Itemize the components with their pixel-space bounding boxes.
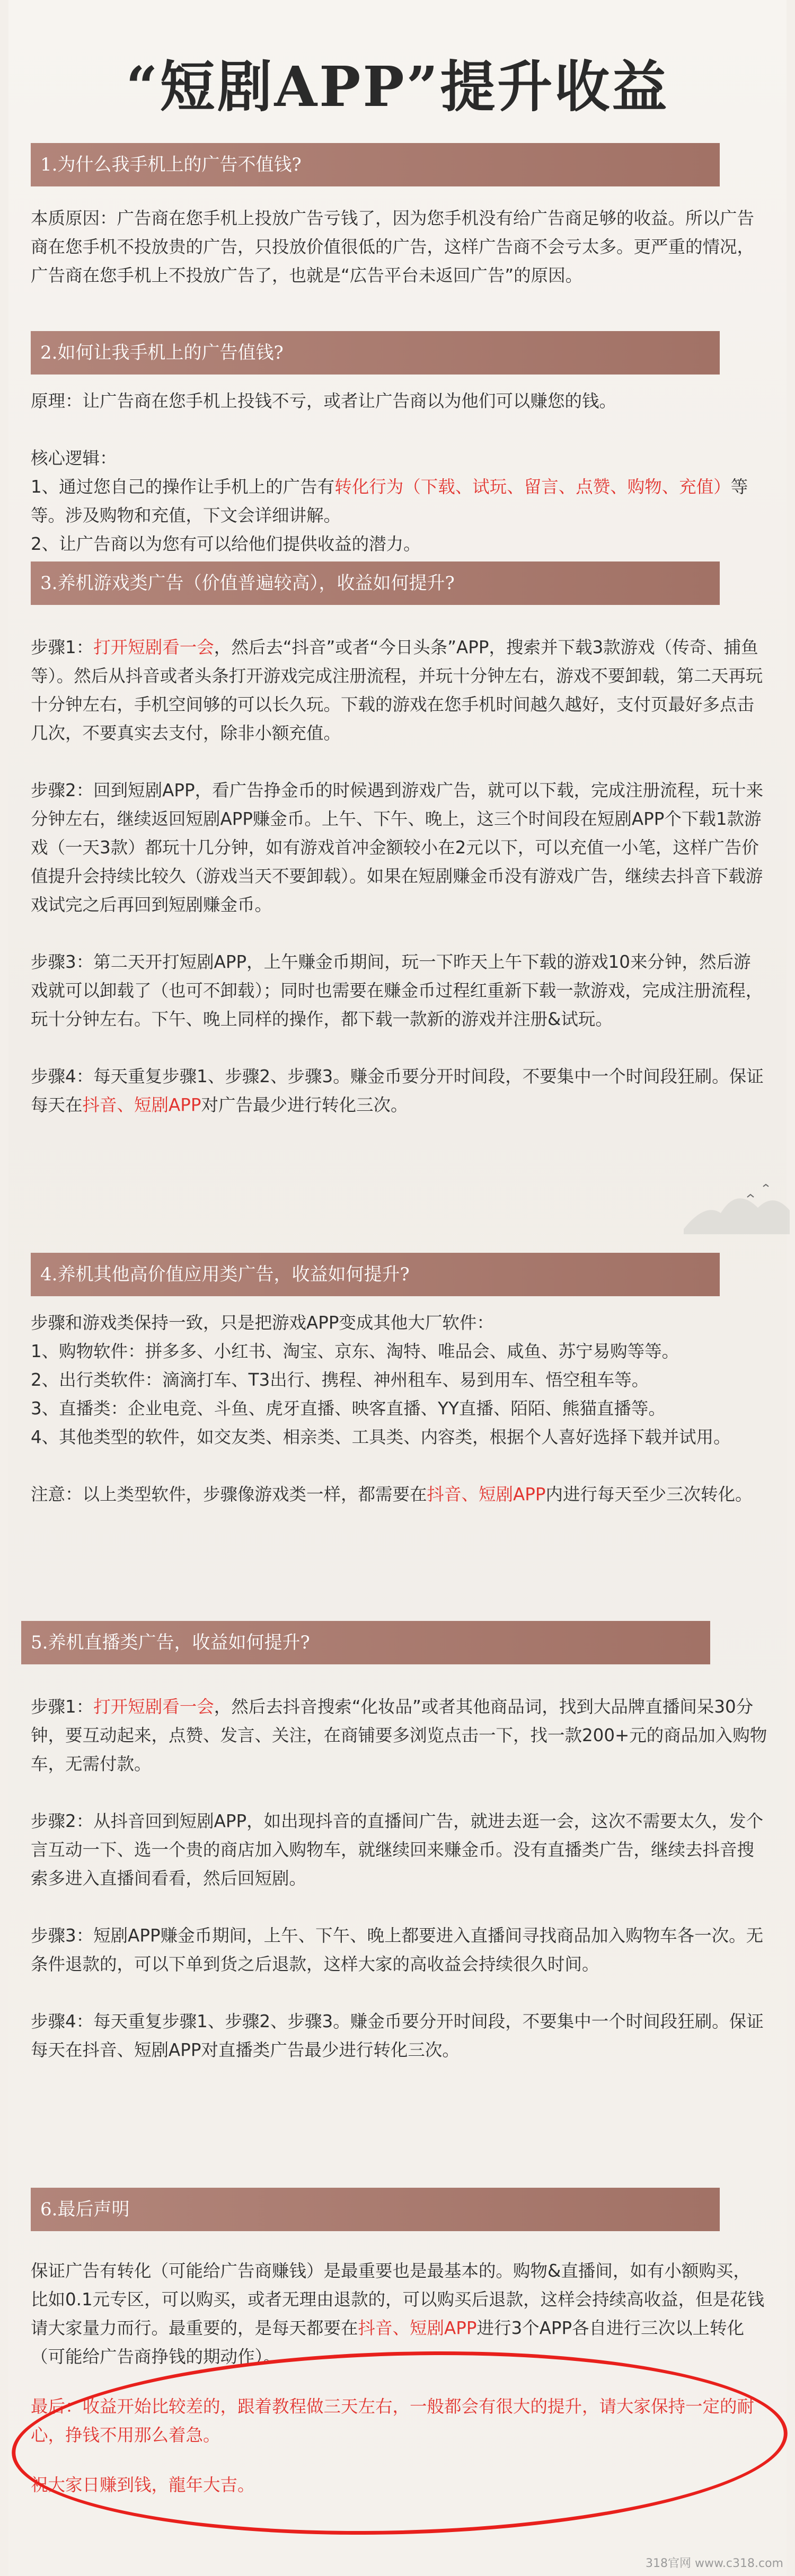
highlight-text: 打开短剧看一会 (93, 1697, 214, 1717)
section-header-6: 6.最后声明 (31, 2188, 720, 2231)
note-text (31, 1480, 767, 1509)
game-step-4 (31, 1062, 767, 1119)
live-step-3: 步骤3：短剧APP赚金币期间，上午、下午、晚上都要进入直播间寻找商品加入购物车各一次。无条件退款的，可以下单到货之后退款，这样大家的高收益会持续很久时间。 (31, 1926, 764, 1974)
live-step-1 (31, 1692, 767, 1778)
section-1-body (31, 204, 767, 290)
app-intro: 步骤和游戏类保持一致，只是把游戏APP变成其他大厂软件： (31, 1313, 494, 1333)
live-step-4: 步骤4：每天重复步骤1、步骤2、步骤3。赚金币要分开时间段，不要集中一个时间段狂刷。保证每天在抖音、短剧APP对直播类广告最少进行转化三次。 (31, 2011, 764, 2060)
highlight-text: 抖音、短剧APP (427, 1484, 546, 1504)
section-header-2: 2.如何让我手机上的广告值钱? (31, 331, 720, 375)
page-title: “短剧APP”提升收益 (126, 54, 669, 119)
highlight-text: 抖音、短剧APP (358, 2318, 477, 2338)
core-logic-item-1 (31, 473, 767, 530)
app-list-item: 3、直播类：企业电竞、斗鱼、虎牙直播、映客直播、YY直播、陌陌、熊猫直播等。 (31, 1398, 666, 1419)
closing-wish: 祝大家日赚到钱，龍年大吉。 (31, 2475, 255, 2495)
highlight-text: 抖音、短剧APP (82, 1095, 201, 1115)
text-span: 步骤4：每天重复步骤1、步骤2、步骤3。赚金币要分开时间段，不要集中一个时间段狂刷。保证每天在 (31, 1066, 764, 1115)
section-header-4: 4.养机其他高价值应用类广告，收益如何提升? (31, 1253, 720, 1296)
principle-text: 原理：让广告商在您手机上投钱不亏，或者让广告商以为他们可以赚您的钱。 (31, 391, 617, 411)
core-logic-item-2: 2、让广告商以为您有可以给他们提供收益的潜力。 (31, 534, 421, 554)
section-3-body (31, 633, 767, 1119)
app-list-item: 4、其他类型的软件，如交友类、相亲类、工具类、内容类，根据个人喜好选择下载并试用。 (31, 1427, 731, 1447)
section-header-1: 1.为什么我手机上的广告不值钱? (31, 143, 720, 186)
game-step-3: 步骤3：第二天开打短剧APP，上午赚金币期间，玩一下昨天上午下载的游戏10来分钟，然后游戏就可以卸载了（也可不卸载）；同时也需要在赚金币过程红重新下载一款游戏，完成注册流程，玩十分钟左右。下午、晚上同样的操作，都下载一款新的游戏并注册&试玩。 (31, 952, 763, 1029)
text-span: 进行3个APP各自进行三次以上转化（可能给广告商挣钱的期动作）。 (31, 2318, 745, 2367)
text-span: 步骤1： (31, 1697, 94, 1717)
ink-mountain-decoration (684, 1171, 790, 1234)
text-span: 内进行每天至少三次转化。 (545, 1484, 753, 1504)
highlight-text: 打开短剧看一会 (93, 637, 214, 657)
section-header-3: 3.养机游戏类广告（价值普遍较高），收益如何提升? (31, 561, 720, 605)
text-span: 等等。涉及购物和充值，下文会详细讲解。 (31, 477, 748, 525)
section-1-paragraph: 本质原因：广告商在您手机上投放广告亏钱了，因为您手机没有给广告商足够的收益。所以广告商在您手机不投放贵的广告，只投放价值很低的广告，这样广告商不会亏太多。更严重的情况，广告商在您手机上不投放广告了，也就是“広告平台未返回广告”的原因。 (31, 208, 755, 286)
text-span: ，然后去抖音搜索“化妆品”或者其他商品词，找到大品牌直播间呆30分钟，要互动起来，点赞、发言、关注，在商铺要多浏览点击一下，找一款200+元的商品加入购物车，无需付款。 (31, 1697, 767, 1774)
app-list-item: 1、购物软件：拼多多、小红书、淘宝、京东、淘特、唯品会、咸鱼、苏宁易购等等。 (31, 1341, 679, 1361)
section-header-5: 5.养机直播类广告，收益如何提升? (21, 1621, 710, 1664)
highlight-text: 转化行为（下载、试玩、留言、点赞、购物、充值） (334, 477, 731, 497)
section-4-body (31, 1308, 767, 1509)
section-2-body (31, 387, 767, 558)
core-logic-label: 核心逻辑： (31, 448, 117, 468)
text-span: ，然后去“抖音”或者“今日头条”APP，搜索并下载3款游戏（传奇、捕鱼等）。然后从抖音或者头条打开游戏完成注册流程，并玩十分钟左右，游戏不要卸载，第二天再玩十分钟左右，手机空间够的可以长久玩。下载的游戏在您手机时间越久越好，支付页最好多点击几次，不要真实去支付，除非小额充值。 (31, 637, 763, 743)
game-step-1 (31, 633, 767, 747)
text-span: 1、通过您自己的操作让手机上的广告有 (31, 477, 335, 497)
final-note: 最后：收益开始比较差的，跟着教程做三天左右，一般都会有很大的提升，请大家保持一定的耐心，挣钱不用那么着急。 (31, 2396, 755, 2445)
live-step-2: 步骤2：从抖音回到短剧APP，如出现抖音的直播间广告，就进去逛一会，这次不需要太久，发个言互动一下、选一个贵的商店加入购物车，就继续回来赚金币。没有直播类广告，继续去抖音搜索多进入直播间看看，然后回短剧。 (31, 1811, 764, 1888)
game-step-2: 步骤2：回到短剧APP，看广告挣金币的时候遇到游戏广告，就可以下载，完成注册流程，玩十来分钟左右，继续返回短剧APP赚金币。上午、下午、晚上，这三个时间段在短剧APP个下载1款游戏（一天3款）都玩十几分钟，如有游戏首冲金额较小在2元以下，可以充值一小笔，这样广告价值提升会持续比较久（游戏当天不要卸载）。如果在短剧赚金币没有游戏广告，继续去抖音下载游戏试完之后再回到短剧赚金币。 (31, 780, 764, 915)
text-span: 保证广告有转化（可能给广告商赚钱）是最重要也是最基本的。购物&直播间，如有小额购买，比如0.1元专区，可以购买，或者无理由退款的，可以购买后退款，这样会持续高收益，但是花钱请大家量力而行。最重要的，是每天都要在 (31, 2261, 765, 2338)
site-watermark: 318官网 www.c318.com (645, 2557, 783, 2570)
text-span: 注意：以上类型软件，步骤像游戏类一样，都需要在 (31, 1484, 427, 1504)
text-span: 对广告最少进行转化三次。 (201, 1095, 408, 1115)
section-5-body (31, 1692, 767, 2064)
app-list-item: 2、出行类软件：滴滴打车、T3出行、携程、神州租车、易到用车、悟空租车等。 (31, 1370, 649, 1390)
text-span: 步骤1： (31, 637, 94, 657)
